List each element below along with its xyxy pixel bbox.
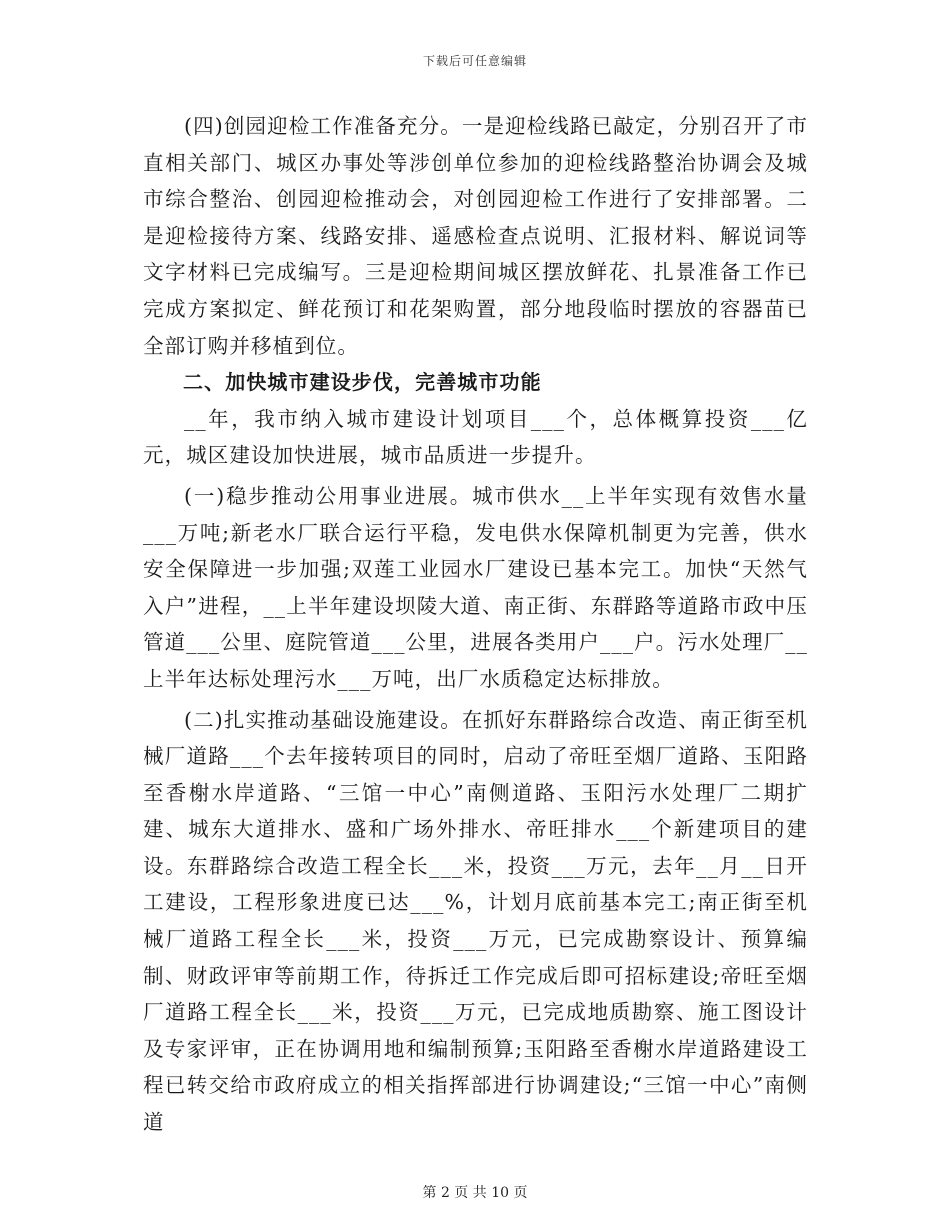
page-footer: 第 2 页 共 10 页 [422, 1185, 528, 1201]
paragraph-subsection-1: (一)稳步推动公用事业进展。城市供水__上半年实现有效售水量___万吨;新老水厂联合运行平稳，发电供水保障机制更为完善，供水安全保障进一步加强;双莲工业园水厂建设已基本完工。加快“天然气入户”进程，__上半年建设坝陵大道、南正街、东群路等道路市政中压管道___公里、庭院管道___公里，进展各类用户___户。污水处理厂__上半年达标处理污水___万吨，出厂水质稳定达标排放。 [143, 483, 808, 691]
paragraph-intro: __年，我市纳入城市建设计划项目___个，总体概算投资___亿元，城区建设加快进展，城市品质进一步提升。 [143, 406, 808, 468]
document-body [143, 108, 808, 1141]
section-heading-2: 二、加快城市建设步伐，完善城市功能 [183, 370, 542, 395]
page-header: 下载后可任意编辑 [422, 54, 527, 68]
paragraph-subsection-2: (二)扎实推动基础设施建设。在抓好东群路综合改造、南正街至机械厂道路___个去年接转项目的同时，启动了帝旺至烟厂道路、玉阳路至香榭水岸道路、“三馆一中心”南侧道路、玉阳污水处理厂二期扩建、城东大道排水、盛和广场外排水、帝旺排水___个新建项目的建设。东群路综合改造工程全长___米，投资___万元，去年__月__日开工建设，工程形象进度已达___%，计划月底前基本完工;南正街至机械厂道路工程全长___米，投资___万元，已完成勘察设计、预算编制、财政评审等前期工作，待拆迁工作完成后即可招标建设;帝旺至烟厂道路工程全长___米，投资___万元，已完成地质勘察、施工图设计及专家评审，正在协调用地和编制预算;玉阳路至香榭水岸道路建设工程已转交给市政府成立的相关指挥部进行协调建设;“三馆一中心”南侧道 [143, 707, 808, 1135]
paragraph-section-4: (四)创园迎检工作准备充分。一是迎检线路已敲定，分别召开了市直相关部门、城区办事处等涉创单位参加的迎检线路整治协调会及城市综合整治、创园迎检推动会，对创园迎检工作进行了安排部署。二是迎检接待方案、线路安排、遥感检查点说明、汇报材料、解说词等文字材料已完成编写。三是迎检期间城区摆放鲜花、扎景准备工作已完成方案拟定、鲜花预订和花架购置，部分地段临时摆放的容器苗已全部订购并移植到位。 [143, 114, 808, 358]
